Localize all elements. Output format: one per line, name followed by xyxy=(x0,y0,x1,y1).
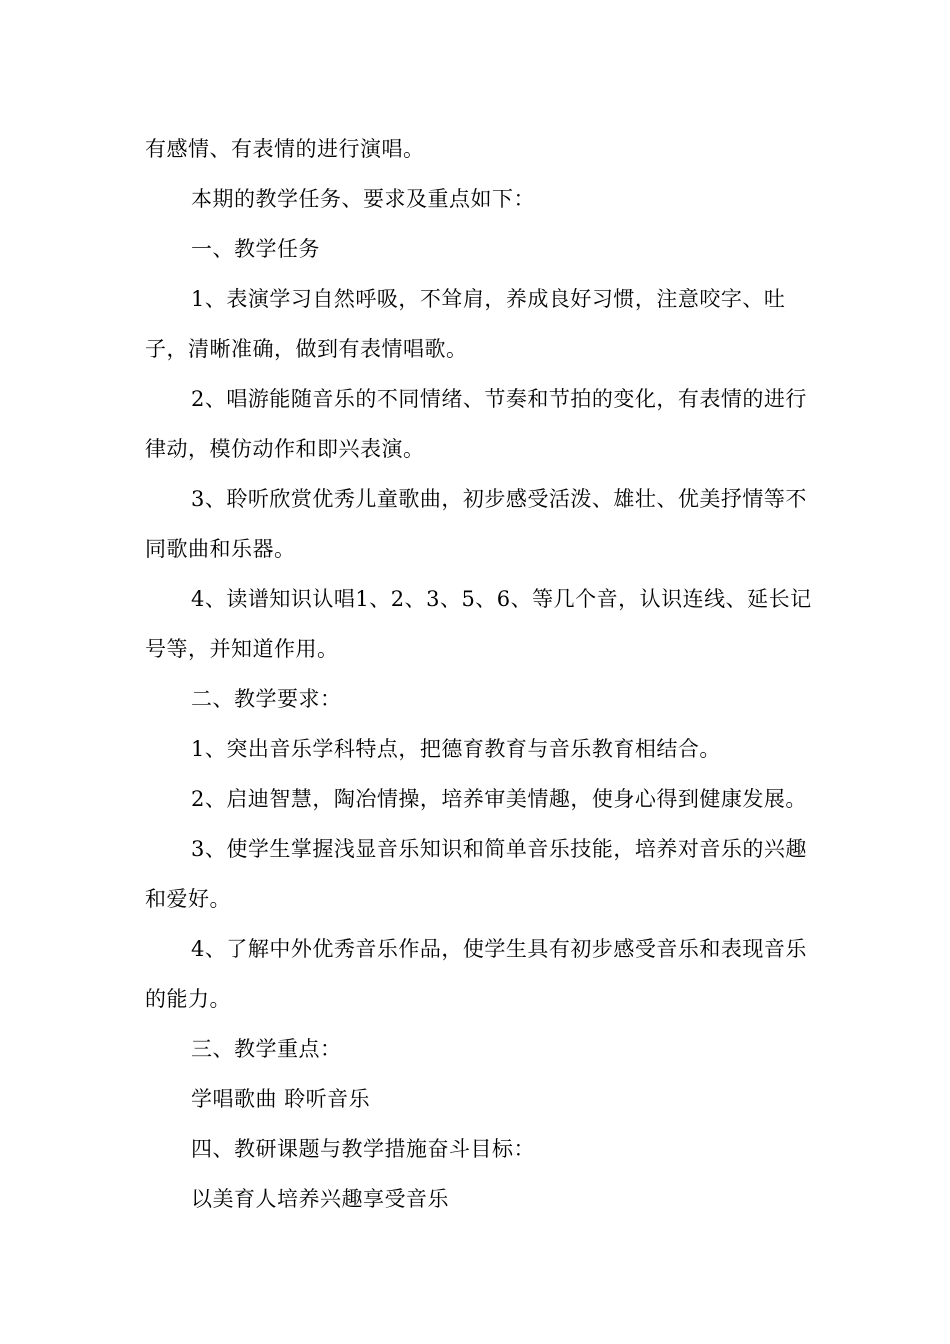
task-item-3: 3、聆听欣赏优秀儿童歌曲，初步感受活泼、雄壮、优美抒情等不同歌曲和乐器。 xyxy=(145,487,807,561)
paragraph-intro: 本期的教学任务、要求及重点如下： xyxy=(191,187,535,211)
task-item-4: 4、读谱知识认唱1、2、3、5、6、等几个音，认识连线、延长记号等，并知道作用。 xyxy=(145,587,812,661)
heading-teaching-tasks: 一、教学任务 xyxy=(191,237,320,261)
requirement-item-3: 3、使学生掌握浅显音乐知识和简单音乐技能，培养对音乐的兴趣和爱好。 xyxy=(145,837,807,911)
heading-teaching-requirements: 二、教学要求： xyxy=(191,687,342,711)
requirement-item-2: 2、启迪智慧，陶冶情操，培养审美情趣，使身心得到健康发展。 xyxy=(191,787,807,811)
heading-teaching-focus: 三、教学重点： xyxy=(191,1037,342,1061)
research-goal-item: 以美育人培养兴趣享受音乐 xyxy=(191,1187,449,1211)
task-item-1: 1、表演学习自然呼吸，不耸肩，养成良好习惯，注意咬字、吐子，清晰准确，做到有表情唱歌。 xyxy=(145,287,786,361)
task-item-2: 2、唱游能随音乐的不同情绪、节奏和节拍的变化，有表情的进行律动，模仿动作和即兴表演。 xyxy=(145,387,807,461)
requirement-item-4: 4、了解中外优秀音乐作品，使学生具有初步感受音乐和表现音乐的能力。 xyxy=(145,937,807,1011)
focus-item: 学唱歌曲 聆听音乐 xyxy=(191,1087,371,1111)
paragraph-continuation: 有感情、有表情的进行演唱。 xyxy=(145,137,425,161)
heading-research-goals: 四、教研课题与教学措施奋斗目标： xyxy=(191,1137,535,1161)
requirement-item-1: 1、突出音乐学科特点，把德育教育与音乐教育相结合。 xyxy=(191,737,721,761)
